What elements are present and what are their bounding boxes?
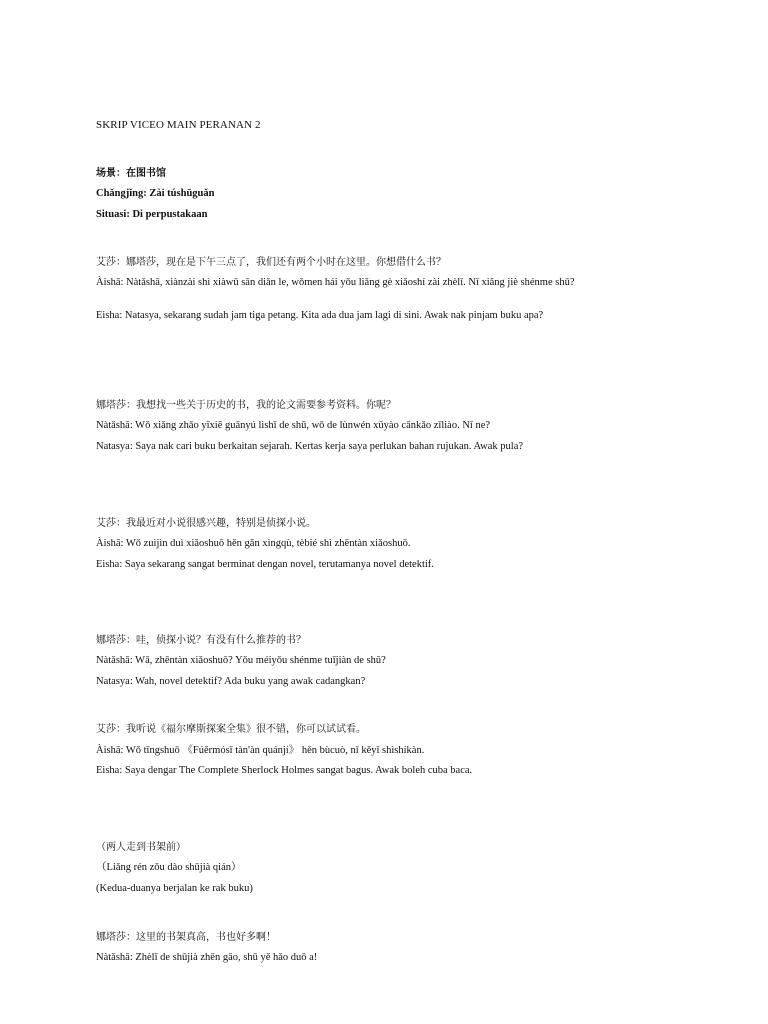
scene-heading-chinese: 场景：在图书馆 (96, 168, 166, 179)
dialogue-chinese: 娜塔莎：我想找一些关于历史的书，我的论文需要参考资料。你呢？ (96, 400, 396, 411)
dialogue-chinese: 艾莎：我听说《福尔摩斯探案全集》很不错，你可以试试看。 (96, 724, 366, 735)
dialogue-pinyin: Àishā: Wǒ tīngshuō 《Fúěrmósī tàn'àn quánjí》 hěn bùcuò, nǐ kěyǐ shìshikàn. (96, 745, 425, 756)
dialogue-malay: Natasya: Wah, novel detektif? Ada buku yang awak cadangkan? (96, 676, 366, 687)
dialogue-pinyin: Àishā: Nàtǎshā, xiànzài shì xiàwǔ sān diǎn le, wǒmen hái yǒu liǎng gè xiǎoshí zài zhèlǐ. Nǐ xiǎng jiè shénme shū? (96, 277, 575, 288)
dialogue-pinyin: Àishā: Wǒ zuìjìn duì xiǎoshuō hěn gǎn xìngqù, tèbié shì zhēntàn xiǎoshuō. (96, 538, 411, 549)
scene-heading-malay: Situasi: Di perpustakaan (96, 209, 208, 220)
dialogue-malay: Eisha: Saya dengar The Complete Sherlock Holmes sangat bagus. Awak boleh cuba baca. (96, 765, 473, 776)
stage-direction-chinese: （两人走到书架前） (96, 842, 186, 853)
dialogue-pinyin: Nàtǎshā: Wǒ xiǎng zhǎo yīxiē guānyú lìshǐ de shū, wǒ de lùnwén xūyào cānkǎo zīliào. Nǐ ne? (96, 420, 491, 431)
stage-direction-malay: (Kedua-duanya berjalan ke rak buku) (96, 883, 253, 894)
dialogue-chinese: 娜塔莎：哇，侦探小说？有没有什么推荐的书？ (96, 635, 306, 646)
dialogue-malay: Natasya: Saya nak cari buku berkaitan sejarah. Kertas kerja saya perlukan bahan rujukan. Awak pula? (96, 441, 524, 452)
stage-direction-pinyin: （Liǎng rén zǒu dào shūjià qián） (96, 862, 242, 873)
scene-heading-pinyin: Chǎngjǐng: Zài túshūguǎn (96, 188, 215, 199)
dialogue-malay: Eisha: Saya sekarang sangat berminat dengan novel, terutamanya novel detektif. (96, 559, 434, 570)
dialogue-malay: Eisha: Natasya, sekarang sudah jam tiga petang. Kita ada dua jam lagi di sini. Awak nak pinjam buku apa? (96, 310, 544, 321)
dialogue-chinese: 艾莎：娜塔莎，现在是下午三点了，我们还有两个小时在这里。你想借什么书？ (96, 257, 446, 268)
dialogue-pinyin: Nàtǎshā: Wā, zhēntàn xiǎoshuō? Yǒu méiyǒu shénme tuījiàn de shū? (96, 655, 386, 666)
document-title: SKRIP VICEO MAIN PERANAN 2 (96, 119, 261, 131)
dialogue-chinese: 艾莎：我最近对小说很感兴趣，特别是侦探小说。 (96, 518, 316, 529)
dialogue-pinyin: Nàtǎshā: Zhèlǐ de shūjià zhēn gāo, shū yě hǎo duō a! (96, 952, 318, 963)
dialogue-chinese: 娜塔莎：这里的书架真高，书也好多啊！ (96, 932, 276, 943)
